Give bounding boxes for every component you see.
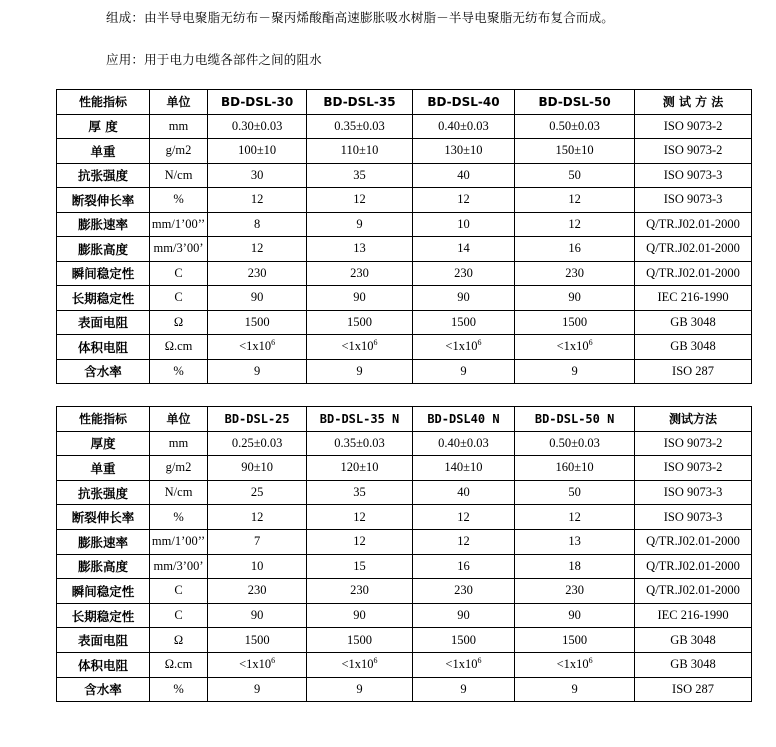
property-label: 瞬间稳定性 bbox=[57, 261, 150, 286]
test-method-cell: Q/TR.J02.01-2000 bbox=[635, 261, 752, 286]
value-cell: 0.50±0.03 bbox=[515, 431, 635, 456]
header-row bbox=[57, 407, 752, 432]
value-cell: 9 bbox=[207, 677, 306, 702]
table-row bbox=[57, 431, 752, 456]
table-row bbox=[57, 163, 752, 188]
value-cell: $<1x10^6$ bbox=[515, 652, 635, 677]
property-label: 厚度 bbox=[57, 431, 150, 456]
table-row bbox=[57, 139, 752, 164]
value-cell: 1500 bbox=[307, 310, 412, 335]
exponent: 6 bbox=[373, 656, 378, 666]
table-row bbox=[57, 554, 752, 579]
unit-cell: g/m2 bbox=[150, 456, 208, 481]
table-row bbox=[57, 652, 752, 677]
property-label: 抗张强度 bbox=[57, 163, 150, 188]
value-cell: $<1x10^6$ bbox=[207, 335, 306, 360]
test-method-cell: ISO 9073-2 bbox=[635, 139, 752, 164]
property-label: 膨胀高度 bbox=[57, 554, 150, 579]
table-row bbox=[57, 603, 752, 628]
value-cell: $<1x10^6$ bbox=[412, 335, 514, 360]
value-cell: $<1x10^6$ bbox=[412, 652, 514, 677]
spec-table-2-body bbox=[57, 407, 752, 702]
value-cell: 13 bbox=[307, 237, 412, 262]
property-label: 断裂伸长率 bbox=[57, 188, 150, 213]
value-cell: 40 bbox=[412, 163, 514, 188]
value-cell: 230 bbox=[207, 261, 306, 286]
column-header: 性能指标 bbox=[57, 90, 150, 115]
value-cell: 230 bbox=[207, 579, 306, 604]
unit-cell: % bbox=[150, 505, 208, 530]
value-cell: 35 bbox=[307, 163, 412, 188]
value-cell: 12 bbox=[412, 188, 514, 213]
property-label: 含水率 bbox=[57, 359, 150, 384]
test-method-cell: GB 3048 bbox=[635, 335, 752, 360]
unit-cell: C bbox=[150, 261, 208, 286]
value-cell: 1500 bbox=[207, 310, 306, 335]
value-cell: 12 bbox=[207, 505, 306, 530]
value-cell: 230 bbox=[412, 261, 514, 286]
value-cell: 9 bbox=[412, 359, 514, 384]
value-cell: 90 bbox=[307, 286, 412, 311]
table-row bbox=[57, 456, 752, 481]
value-cell: 90 bbox=[515, 286, 635, 311]
value-cell: 230 bbox=[307, 261, 412, 286]
value-cell: 40 bbox=[412, 480, 514, 505]
value-cell: 7 bbox=[207, 529, 306, 554]
table-row bbox=[57, 212, 752, 237]
column-header: BD-DSL-40 bbox=[412, 90, 514, 115]
property-label: 厚 度 bbox=[57, 114, 150, 139]
value-cell: 1500 bbox=[515, 628, 635, 653]
spec-table-2 bbox=[56, 406, 752, 702]
test-method-cell: Q/TR.J02.01-2000 bbox=[635, 529, 752, 554]
value-cell: 25 bbox=[207, 480, 306, 505]
value-cell: 1500 bbox=[207, 628, 306, 653]
value-cell: 0.35±0.03 bbox=[307, 114, 412, 139]
value-cell: 230 bbox=[307, 579, 412, 604]
exponent: 6 bbox=[588, 656, 593, 666]
value-cell: 12 bbox=[307, 505, 412, 530]
value-cell: 140±10 bbox=[412, 456, 514, 481]
unit-cell: % bbox=[150, 677, 208, 702]
test-method-cell: ISO 9073-2 bbox=[635, 456, 752, 481]
table-row bbox=[57, 505, 752, 530]
unit-cell: mm/3’00’ bbox=[150, 554, 208, 579]
property-label: 体积电阻 bbox=[57, 335, 150, 360]
unit-cell: C bbox=[150, 603, 208, 628]
value-cell: 12 bbox=[307, 188, 412, 213]
column-header: BD-DSL-25 bbox=[207, 407, 306, 432]
value-cell: 90 bbox=[412, 603, 514, 628]
value-cell: 12 bbox=[207, 237, 306, 262]
value-cell: 0.40±0.03 bbox=[412, 114, 514, 139]
column-header: 单位 bbox=[150, 90, 208, 115]
column-header: 测 试 方 法 bbox=[635, 90, 752, 115]
unit-cell: mm/1’00’’ bbox=[150, 529, 208, 554]
exponent: 6 bbox=[477, 656, 482, 666]
unit-cell: mm/1’00’’ bbox=[150, 212, 208, 237]
column-header: 单位 bbox=[150, 407, 208, 432]
column-header: BD-DSL-30 bbox=[207, 90, 306, 115]
value-cell: 10 bbox=[207, 554, 306, 579]
value-cell: 9 bbox=[515, 359, 635, 384]
value-cell: $<1x10^6$ bbox=[307, 652, 412, 677]
property-label: 单重 bbox=[57, 456, 150, 481]
value-cell: 90 bbox=[307, 603, 412, 628]
value-cell: 9 bbox=[207, 359, 306, 384]
value-cell: 1500 bbox=[515, 310, 635, 335]
test-method-cell: GB 3048 bbox=[635, 628, 752, 653]
value-cell: 90 bbox=[207, 603, 306, 628]
table-row bbox=[57, 359, 752, 384]
exponent: 6 bbox=[373, 338, 378, 348]
test-method-cell: ISO 287 bbox=[635, 359, 752, 384]
property-label: 表面电阻 bbox=[57, 628, 150, 653]
value-cell: $<1x10^6$ bbox=[207, 652, 306, 677]
value-cell: 110±10 bbox=[307, 139, 412, 164]
property-label: 长期稳定性 bbox=[57, 603, 150, 628]
unit-cell: N/cm bbox=[150, 480, 208, 505]
table-row bbox=[57, 188, 752, 213]
property-label: 膨胀速率 bbox=[57, 212, 150, 237]
value-cell: 150±10 bbox=[515, 139, 635, 164]
exponent: 6 bbox=[271, 656, 276, 666]
column-header: 测试方法 bbox=[635, 407, 752, 432]
value-cell: 14 bbox=[412, 237, 514, 262]
test-method-cell: Q/TR.J02.01-2000 bbox=[635, 212, 752, 237]
value-cell: 9 bbox=[307, 212, 412, 237]
value-cell: $<1x10^6$ bbox=[515, 335, 635, 360]
property-label: 抗张强度 bbox=[57, 480, 150, 505]
value-cell: $<1x10^6$ bbox=[307, 335, 412, 360]
value-cell: 0.35±0.03 bbox=[307, 431, 412, 456]
unit-cell: C bbox=[150, 579, 208, 604]
test-method-cell: ISO 9073-3 bbox=[635, 505, 752, 530]
unit-cell: Ω.cm bbox=[150, 652, 208, 677]
property-label: 体积电阻 bbox=[57, 652, 150, 677]
column-header: 性能指标 bbox=[57, 407, 150, 432]
value-cell: 90 bbox=[412, 286, 514, 311]
value-cell: 13 bbox=[515, 529, 635, 554]
value-cell: 12 bbox=[515, 212, 635, 237]
value-cell: 1500 bbox=[412, 628, 514, 653]
value-cell: 130±10 bbox=[412, 139, 514, 164]
unit-cell: Ω bbox=[150, 310, 208, 335]
value-cell: 16 bbox=[412, 554, 514, 579]
value-cell: 16 bbox=[515, 237, 635, 262]
table-row bbox=[57, 335, 752, 360]
intro-composition: 组成：由半导电聚脂无纺布－聚丙烯酸酯高速膨胀吸水树脂－半导电聚脂无纺布复合而成。 bbox=[106, 10, 615, 25]
value-cell: 10 bbox=[412, 212, 514, 237]
value-cell: 160±10 bbox=[515, 456, 635, 481]
value-cell: 30 bbox=[207, 163, 306, 188]
test-method-cell: IEC 216-1990 bbox=[635, 286, 752, 311]
unit-cell: N/cm bbox=[150, 163, 208, 188]
value-cell: 1500 bbox=[307, 628, 412, 653]
column-header: BD-DSL-50 N bbox=[515, 407, 635, 432]
value-cell: 50 bbox=[515, 480, 635, 505]
table-row bbox=[57, 677, 752, 702]
value-cell: 90±10 bbox=[207, 456, 306, 481]
test-method-cell: IEC 216-1990 bbox=[635, 603, 752, 628]
value-cell: 9 bbox=[307, 359, 412, 384]
value-cell: 0.25±0.03 bbox=[207, 431, 306, 456]
unit-cell: Ω.cm bbox=[150, 335, 208, 360]
table-row bbox=[57, 237, 752, 262]
value-cell: 12 bbox=[307, 529, 412, 554]
exponent: 6 bbox=[477, 338, 482, 348]
value-cell: 230 bbox=[515, 579, 635, 604]
test-method-cell: Q/TR.J02.01-2000 bbox=[635, 237, 752, 262]
value-cell: 9 bbox=[307, 677, 412, 702]
value-cell: 50 bbox=[515, 163, 635, 188]
unit-cell: C bbox=[150, 286, 208, 311]
spec-table-1-body bbox=[57, 90, 752, 384]
table-row bbox=[57, 310, 752, 335]
value-cell: 12 bbox=[412, 505, 514, 530]
table-row bbox=[57, 628, 752, 653]
unit-cell: % bbox=[150, 359, 208, 384]
intro-application: 应用：用于电力电缆各部件之间的阻水 bbox=[106, 52, 322, 67]
value-cell: 0.30±0.03 bbox=[207, 114, 306, 139]
value-cell: 90 bbox=[515, 603, 635, 628]
value-cell: 0.40±0.03 bbox=[412, 431, 514, 456]
value-cell: 230 bbox=[515, 261, 635, 286]
value-cell: 12 bbox=[515, 505, 635, 530]
value-cell: 18 bbox=[515, 554, 635, 579]
value-cell: 35 bbox=[307, 480, 412, 505]
property-label: 表面电阻 bbox=[57, 310, 150, 335]
value-cell: 1500 bbox=[412, 310, 514, 335]
value-cell: 9 bbox=[412, 677, 514, 702]
test-method-cell: ISO 9073-2 bbox=[635, 114, 752, 139]
value-cell: 12 bbox=[412, 529, 514, 554]
value-cell: 90 bbox=[207, 286, 306, 311]
table-row bbox=[57, 114, 752, 139]
property-label: 长期稳定性 bbox=[57, 286, 150, 311]
property-label: 膨胀高度 bbox=[57, 237, 150, 262]
test-method-cell: GB 3048 bbox=[635, 652, 752, 677]
test-method-cell: GB 3048 bbox=[635, 310, 752, 335]
property-label: 瞬间稳定性 bbox=[57, 579, 150, 604]
unit-cell: g/m2 bbox=[150, 139, 208, 164]
test-method-cell: ISO 9073-3 bbox=[635, 188, 752, 213]
test-method-cell: ISO 287 bbox=[635, 677, 752, 702]
column-header: BD-DSL40 N bbox=[412, 407, 514, 432]
test-method-cell: ISO 9073-3 bbox=[635, 480, 752, 505]
value-cell: 100±10 bbox=[207, 139, 306, 164]
test-method-cell: Q/TR.J02.01-2000 bbox=[635, 579, 752, 604]
value-cell: 9 bbox=[515, 677, 635, 702]
spec-table-1 bbox=[56, 89, 752, 384]
value-cell: 12 bbox=[207, 188, 306, 213]
property-label: 单重 bbox=[57, 139, 150, 164]
value-cell: 8 bbox=[207, 212, 306, 237]
unit-cell: mm bbox=[150, 431, 208, 456]
table-row bbox=[57, 261, 752, 286]
column-header: BD-DSL-35 bbox=[307, 90, 412, 115]
column-header: BD-DSL-50 bbox=[515, 90, 635, 115]
column-header: BD-DSL-35 N bbox=[307, 407, 412, 432]
table-row bbox=[57, 480, 752, 505]
test-method-cell: ISO 9073-2 bbox=[635, 431, 752, 456]
value-cell: 120±10 bbox=[307, 456, 412, 481]
exponent: 6 bbox=[588, 338, 593, 348]
value-cell: 230 bbox=[412, 579, 514, 604]
value-cell: 0.50±0.03 bbox=[515, 114, 635, 139]
table-row bbox=[57, 579, 752, 604]
value-cell: 15 bbox=[307, 554, 412, 579]
unit-cell: mm/3’00’ bbox=[150, 237, 208, 262]
test-method-cell: Q/TR.J02.01-2000 bbox=[635, 554, 752, 579]
value-cell: 12 bbox=[515, 188, 635, 213]
table-row bbox=[57, 529, 752, 554]
property-label: 断裂伸长率 bbox=[57, 505, 150, 530]
exponent: 6 bbox=[271, 338, 276, 348]
unit-cell: % bbox=[150, 188, 208, 213]
header-row bbox=[57, 90, 752, 115]
test-method-cell: ISO 9073-3 bbox=[635, 163, 752, 188]
unit-cell: mm bbox=[150, 114, 208, 139]
property-label: 膨胀速率 bbox=[57, 529, 150, 554]
property-label: 含水率 bbox=[57, 677, 150, 702]
unit-cell: Ω bbox=[150, 628, 208, 653]
table-row bbox=[57, 286, 752, 311]
